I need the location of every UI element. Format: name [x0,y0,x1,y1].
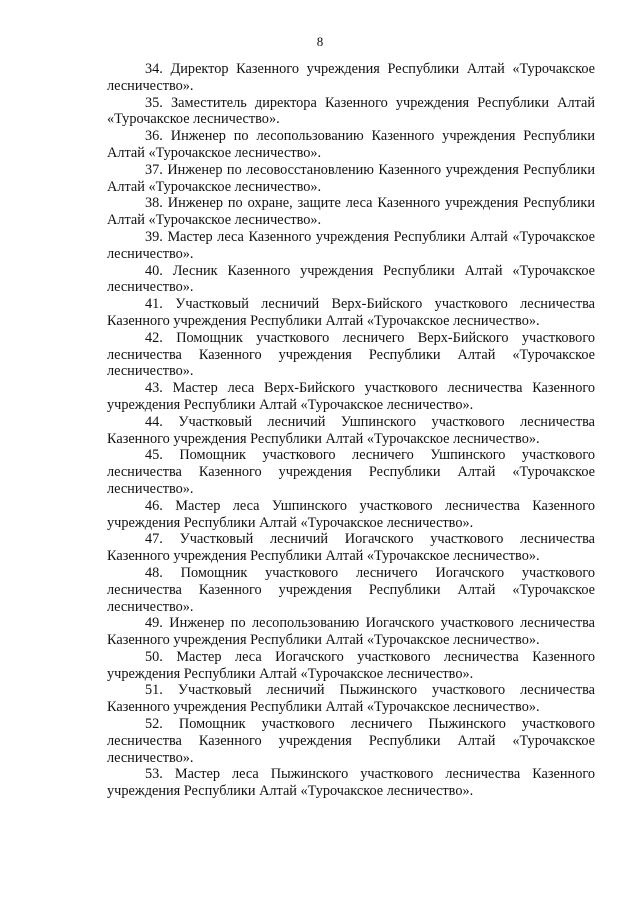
list-item-51: 51. Участковый лесничий Пыжинского участкового лесничества Казенного учреждения Республики Алтай «Турочакское лесничество». [107,682,595,716]
list-item-34: 34. Директор Казенного учреждения Республики Алтай «Турочакское лесничество». [107,61,595,94]
list-item-35: 35. Заместитель директора Казенного учреждения Республики Алтай «Турочакское лесничество». [107,94,595,128]
list-item-50: 50. Мастер леса Иогачского участкового лесничества Казенного учреждения Республики Алтай «Турочакское лесничество». [107,648,595,682]
list-item-36: 36. Инженер по лесопользованию Казенного учреждения Республики Алтай «Турочакское лесничество». [107,128,595,161]
list-item-42: 42. Помощник участкового лесничего Верх-Бийского участкового лесничества Казенного учреждения Республики Алтай «Турочакское лесничество». [107,329,595,380]
list-item-37: 37. Инженер по лесовосстановлению Казенного учреждения Республики Алтай «Турочакское лесничество». [107,161,595,195]
list-item-41: 41. Участковый лесничий Верх-Бийского участкового лесничества Казенного учреждения Республики Алтай «Турочакское лесничество». [107,296,595,329]
list-item-52: 52. Помощник участкового лесничего Пыжинского участкового лесничества Казенного учреждения Республики Алтай «Турочакское лесничество». [107,716,595,766]
page-number: 8 [316,34,324,49]
list-item-39: 39. Мастер леса Казенного учреждения Республики Алтай «Турочакское лесничество». [107,228,595,262]
list-item-47: 47. Участковый лесничий Иогачского участкового лесничества Казенного учреждения Республики Алтай «Турочакское лесничество». [107,531,595,565]
list-item-44: 44. Участковый лесничий Ушпинского участкового лесничества Казенного учреждения Республики Алтай «Турочакское лесничество». [107,413,595,447]
document-body [107,61,595,800]
list-item-43: 43. Мастер леса Верх-Бийского участкового лесничества Казенного учреждения Республики Алтай «Турочакское лесничество». [107,380,595,413]
list-item-53: 53. Мастер леса Пыжинского участкового лесничества Казенного учреждения Республики Алтай «Турочакское лесничество». [107,766,595,800]
list-item-45: 45. Помощник участкового лесничего Ушпинского участкового лесничества Казенного учреждения Республики Алтай «Турочакское лесничество». [107,447,595,497]
list-item-40: 40. Лесник Казенного учреждения Республики Алтай «Турочакское лесничество». [107,262,595,296]
list-item-38: 38. Инженер по охране, защите леса Казенного учреждения Республики Алтай «Турочакское лесничество». [107,195,595,229]
list-item-46: 46. Мастер леса Ушпинского участкового лесничества Казенного учреждения Республики Алтай «Турочакское лесничество». [107,497,595,531]
list-item-49: 49. Инженер по лесопользованию Иогачского участкового лесничества Казенного учреждения Республики Алтай «Турочакское лесничество». [107,615,595,649]
list-item-48: 48. Помощник участкового лесничего Иогачского участкового лесничества Казенного учреждения Республики Алтай «Турочакское лесничество». [107,564,595,615]
